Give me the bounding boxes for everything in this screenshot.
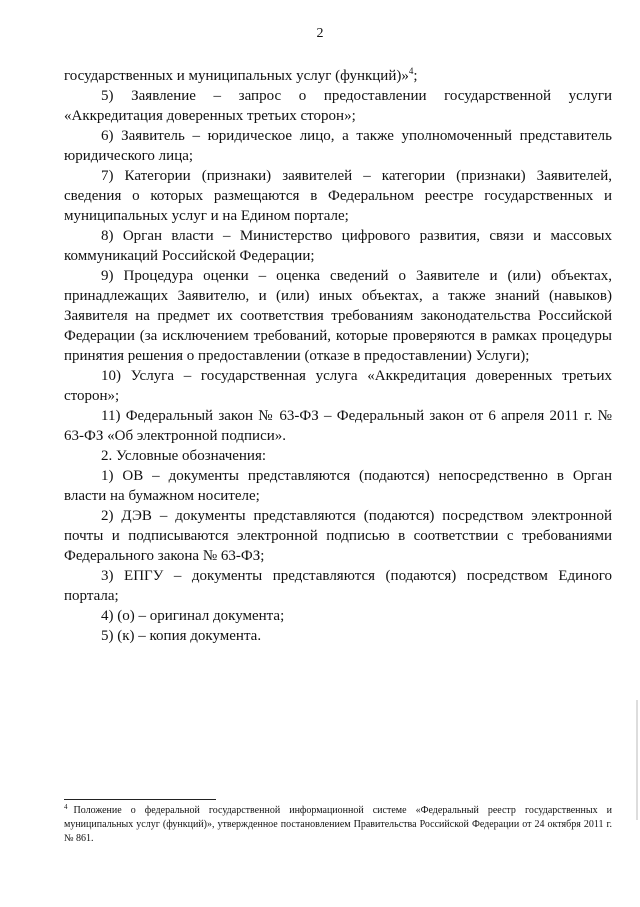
footnote-mark: 4 [64, 802, 68, 811]
footnote-text: Положение о федеральной государственной информационной системе «Федеральный реестр государственных и муниципальных услуг (функций)», утвержденное постановлением Правительства Российской Федерации от 24 октября 2011 г. № 861. [64, 805, 612, 844]
notation-5: 5) (к) – копия документа. [101, 628, 262, 644]
page-number: 2 [316, 26, 324, 41]
notation-4: 4) (о) – оригинал документа; [101, 608, 285, 624]
definition-7: 7) Категории (признаки) заявителей – категории (признаки) Заявителей, сведения о которых размещаются в Федеральном реестре государственных и муниципальных услуг и на Едином портале; [64, 168, 612, 224]
scan-edge-mark [636, 700, 638, 820]
paragraph-text: государственных и муниципальных услуг (функций)» [64, 68, 409, 84]
footnote-ref: 4 [408, 66, 414, 76]
section-heading: 2. Условные обозначения: [101, 448, 267, 464]
document-body [64, 66, 612, 646]
paragraph-continuation [64, 66, 612, 86]
definition-11: 11) Федеральный закон № 63-ФЗ – Федеральный закон от 6 апреля 2011 г. № 63-ФЗ «Об электронной подписи». [64, 408, 612, 444]
paragraph-punct: ; [413, 68, 418, 84]
definition-10: 10) Услуга – государственная услуга «Аккредитация доверенных третьих сторон»; [64, 368, 612, 404]
definition-6: 6) Заявитель – юридическое лицо, а также уполномоченный представитель юридического лица; [64, 128, 612, 164]
definition-8: 8) Орган власти – Министерство цифрового развития, связи и массовых коммуникаций Российской Федерации; [64, 228, 612, 264]
definition-5: 5) Заявление – запрос о предоставлении государственной услуги «Аккредитация доверенных третьих сторон»; [64, 88, 612, 124]
notation-2: 2) ДЭВ – документы представляются (подаются) посредством электронной почты и подписываются электронной подписью в соответствии с требованиями Федерального закона № 63-ФЗ; [64, 508, 612, 564]
footnote-divider [64, 799, 216, 800]
footnote [64, 804, 612, 846]
notation-3: 3) ЕПГУ – документы представляются (подаются) посредством Единого портала; [64, 568, 612, 604]
definition-9: 9) Процедура оценки – оценка сведений о Заявителе и (или) объектах, принадлежащих Заявителю, и (или) иных объектах, а также знаний (навыков) Заявителя на предмет их соответствия требованиям законодательства Российской Федерации (за исключением требований, которые проверяются в рамках процедуры принятия решения о предоставлении (отказе в предоставлении) Услуги); [64, 268, 612, 364]
notation-1: 1) ОВ – документы представляются (подаются) непосредственно в Орган власти на бумажном носителе; [64, 468, 612, 504]
